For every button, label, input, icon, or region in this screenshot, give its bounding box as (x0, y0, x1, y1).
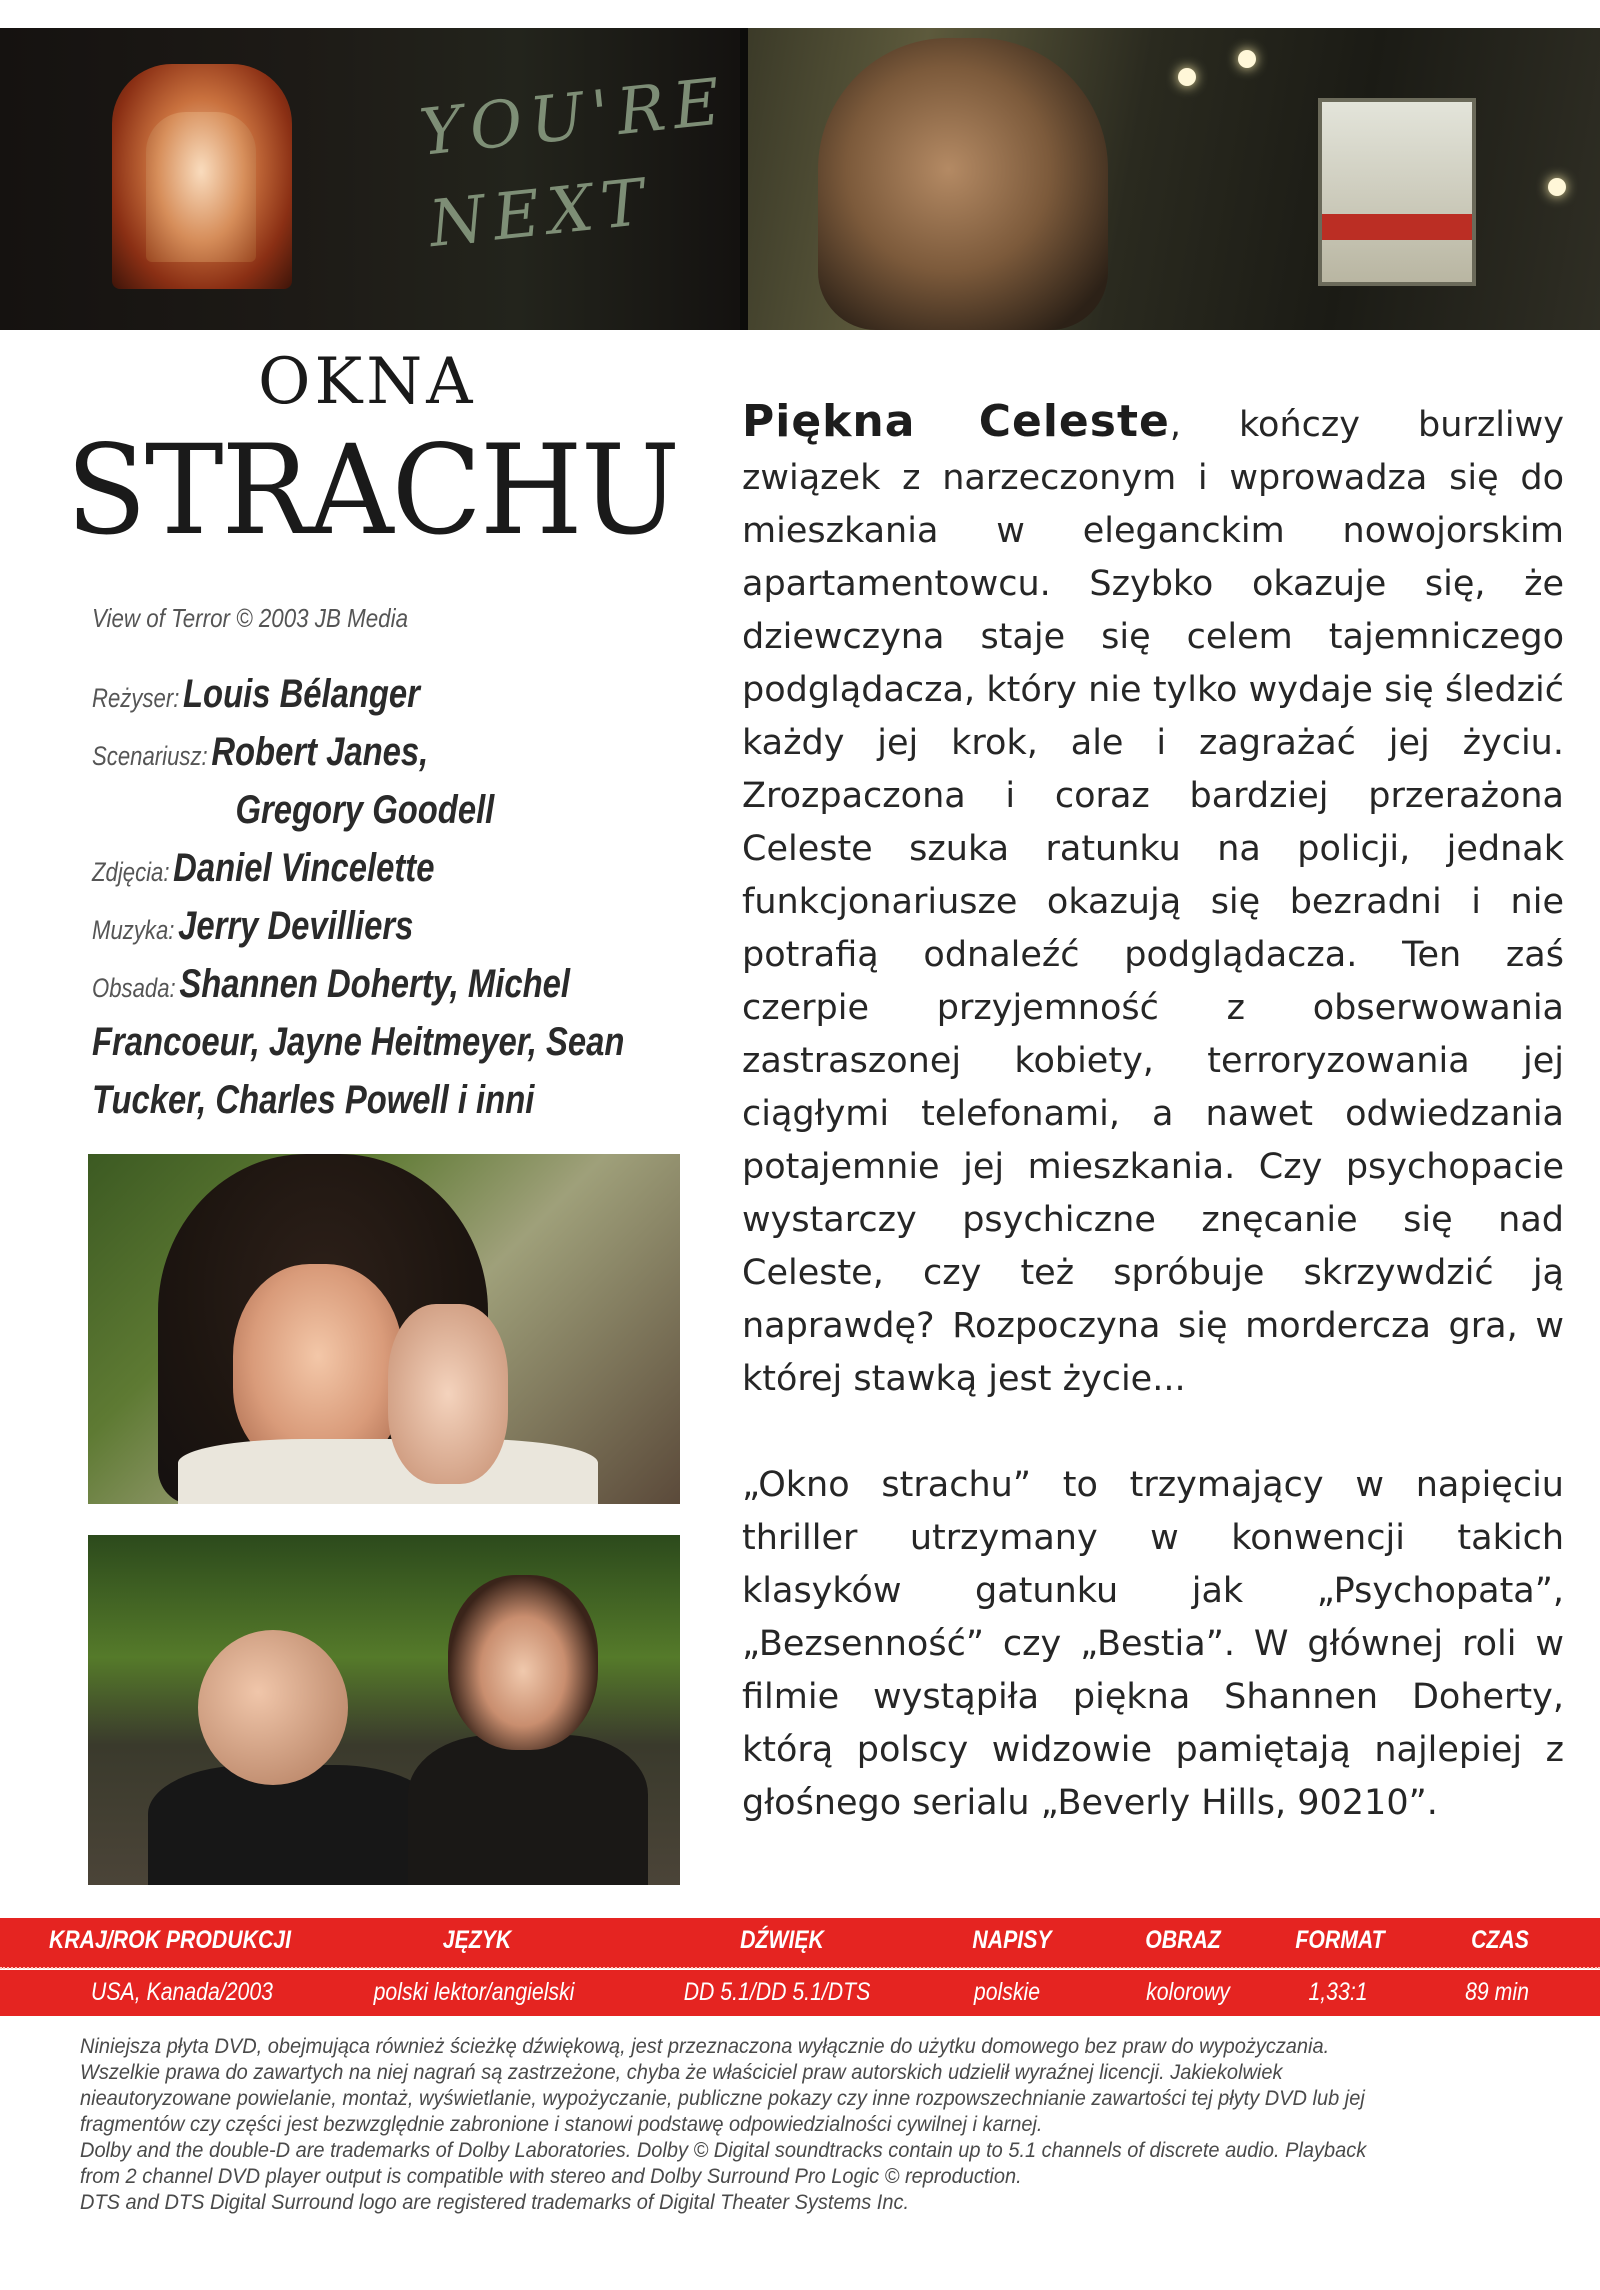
header-country-year: KRAJ/ROK PRODUKCJI (48, 1926, 292, 1954)
legal-line: fragmentów czy części jest bezwzględnie zabronione i stanowi podstawę odpowiedzialności cywilnej i karnej. (80, 2112, 1043, 2136)
value-subtitles: polskie (973, 1978, 1041, 2006)
scrawled-message: YOU'RE NEXT (416, 64, 732, 263)
woman-on-phone-image (88, 1154, 680, 1504)
framed-portrait-image (112, 64, 292, 289)
credit-screenplay-cont: Gregory Goodell (235, 788, 495, 832)
legal-notice (80, 2033, 1580, 2215)
legal-line: from 2 channel DVD player output is compatible with stereo and Dolby Surround Pro Logic © reproduction. (80, 2164, 1022, 2188)
ambulance-image (1318, 98, 1476, 286)
value-picture: kolorowy (1146, 1978, 1230, 2006)
legal-line: Niniejsza płyta DVD, obejmująca również ścieżkę dźwiękową, jest przeznaczona wyłącznie do użytku domowego bez praw do wypożyczania. (80, 2034, 1330, 2058)
legal-line: Wszelkie prawa do zawartych na niej nagrań są zastrzeżone, chyba że właściciel praw autorskich udzielił wyraźnej licencji. Jakiekolwiek (80, 2060, 1283, 2084)
credit-photography: Zdjęcia: Daniel Vincelette (92, 846, 435, 890)
title-line-2: STRACHU (66, 417, 679, 563)
value-time: 89 min (1465, 1978, 1529, 2006)
technical-info-table (0, 1918, 1600, 2018)
value-country-year: USA, Kanada/2003 (91, 1978, 273, 2006)
top-photo-left (0, 28, 740, 330)
legal-line: Dolby and the double-D are trademarks of Dolby Laboratories. Dolby © Digital soundtracks contain up to 5.1 channels of discrete audio. Playback (80, 2138, 1367, 2162)
synopsis (742, 395, 1564, 1830)
value-format: 1,33:1 (1308, 1978, 1368, 2006)
credit-cast-cont-2: Tucker, Charles Powell i inni (92, 1078, 535, 1122)
man-face-image (818, 38, 1108, 330)
value-sound: DD 5.1/DD 5.1/DTS (683, 1978, 871, 2006)
park-bench-scene-image (88, 1535, 680, 1885)
credit-music: Muzyka: Jerry Devilliers (92, 904, 414, 948)
header-sound: DŹWIĘK (740, 1926, 824, 1954)
header-picture: OBRAZ (1145, 1926, 1221, 1954)
header-time: CZAS (1471, 1926, 1529, 1954)
header-subtitles: NAPISY (972, 1926, 1052, 1954)
info-divider (0, 1967, 1600, 1969)
info-header-row (0, 1918, 1600, 1968)
credit-cast: Obsada: Shannen Doherty, Michel (92, 962, 570, 1006)
legal-line: nieautoryzowane powielanie, montaż, wyświetlanie, wypożyczanie, publiczne pokazy czy inne rozpowszechnianie zawartości tej płyty DVD lub jej (80, 2086, 1365, 2110)
value-language: polski lektor/angielski (373, 1978, 575, 2006)
credit-cast-cont-1: Francoeur, Jayne Heitmeyer, Sean (92, 1020, 625, 1064)
synopsis-paragraph-1: Piękna Celeste, kończy burzliwy związek z narzeczonym i wprowadza się do mieszkania w eleganckim nowojorskim apartamentowcu. Szybko okazuje się, że dziewczyna staje się celem tajemniczego podglądacza, który nie tylko wydaje się śledzić każdy jej krok, ale i zagrażać jej życiu. Zrozpaczona i coraz bardziej przerażona Celeste szuka ratunku na policji, jednak funkcjonariusze okazują się bezradni i nie potrafią odnaleźć podglądacza. Ten zaś czerpie przyjemność z obserwowania zastraszonej kobiety, terroryzowania jej ciągłymi telefonami, a nawet odwiedzania potajemnie jej mieszkania. Czy psychopacie wystarczy psychiczne znęcanie się nad Celeste, czy też spróbuje skrzywdzić ją naprawdę? Rozpoczyna się mordercza gra, w której stawką jest życie... (742, 396, 1564, 1399)
info-value-row (0, 1970, 1600, 2016)
legal-line: DTS and DTS Digital Surround logo are registered trademarks of Digital Theater Systems Inc. (80, 2190, 910, 2214)
top-photo-strip (0, 28, 1600, 330)
credit-director: Reżyser: Louis Bélanger (92, 672, 420, 716)
credit-screenplay: Scenariusz: Robert Janes, (92, 730, 429, 774)
header-format: FORMAT (1295, 1926, 1385, 1954)
synopsis-lead: Piękna Celeste (742, 396, 1170, 447)
original-title-info: View of Terror © 2003 JB Media (92, 603, 409, 633)
title-line-1: OKNA (258, 345, 477, 419)
top-photo-right (748, 28, 1600, 330)
header-language: JĘZYK (442, 1926, 512, 1954)
synopsis-paragraph-2: „Okno strachu” to trzymający w napięciu thriller utrzymany w konwencji takich klasyków gatunku jak „Psychopata”, „Bezsenność” czy „Bestia”. W głównej roli w filmie wystąpiła piękna Shannen Doherty, którą polscy widzowie pamiętają najlepiej z głośnego serialu „Beverly Hills, 90210”. (742, 1465, 1564, 1823)
credits-block (92, 665, 702, 1129)
